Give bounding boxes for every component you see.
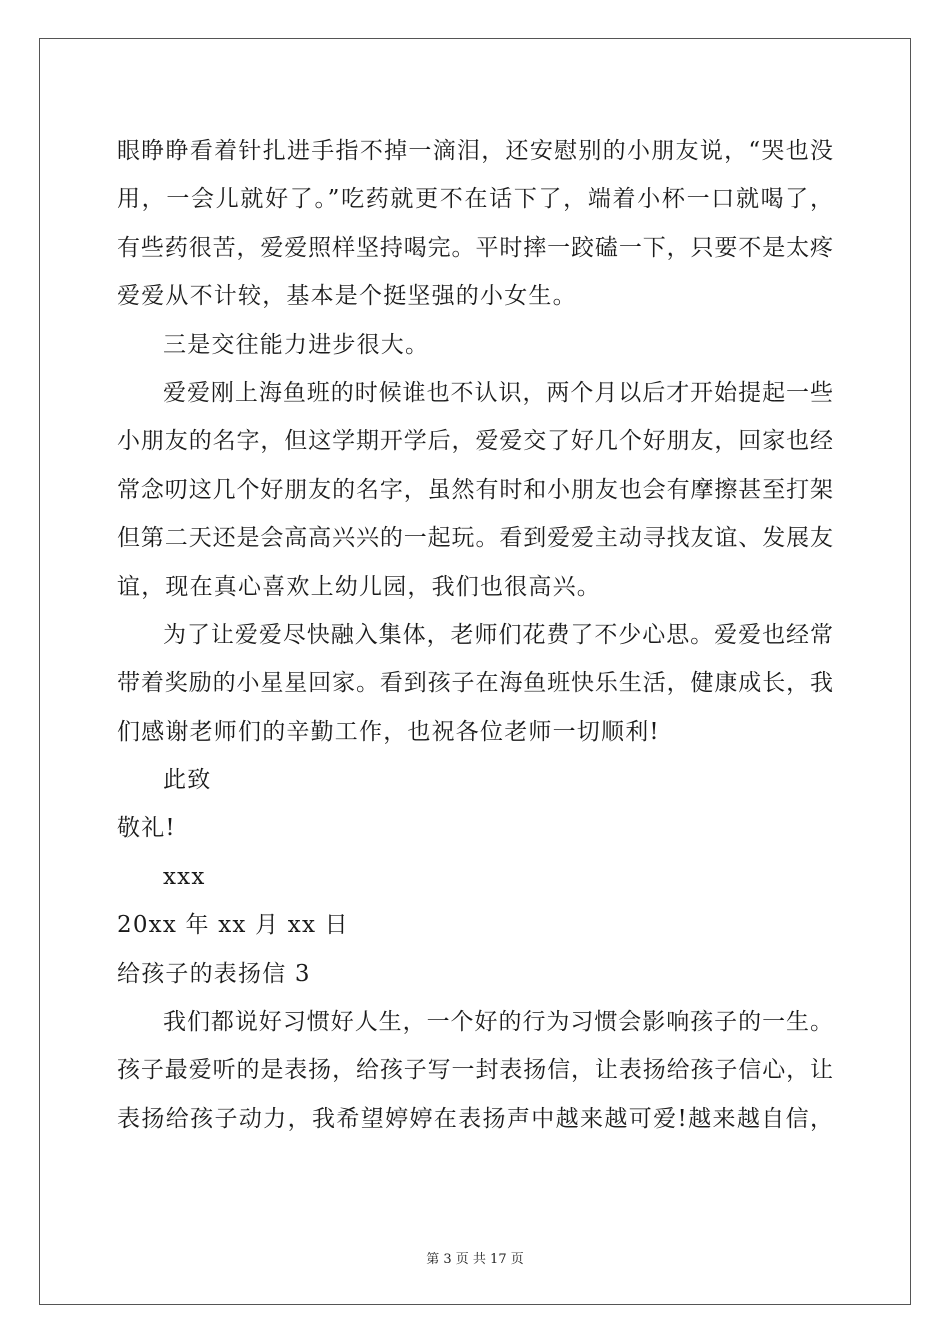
text-line: 我们都说好习惯好人生，一个好的行为习惯会影响孩子的一生。 xyxy=(163,1009,833,1036)
signature: xxx xyxy=(163,863,206,890)
text-line: 带着奖励的小星星回家。看到孩子在海鱼班快乐生活，健康成长，我 xyxy=(117,670,833,697)
section-heading: 三是交往能力进步很大。 xyxy=(163,331,430,358)
text-line: 孩子最爱听的是表扬，给孩子写一封表扬信，让表扬给孩子信心，让 xyxy=(117,1057,833,1084)
text-line: 爱爱从不计较，基本是个挺坚强的小女生。 xyxy=(117,283,577,310)
date-line: 20xx 年 xx 月 xx 日 xyxy=(117,912,349,939)
closing-regards: 敬礼! xyxy=(117,815,176,842)
text-line: 小朋友的名字，但这学期开学后，爱爱交了好几个好朋友，回家也经 xyxy=(117,428,833,455)
text-line: 们感谢老师们的辛勤工作，也祝各位老师一切顺利! xyxy=(117,718,660,745)
document-body xyxy=(117,127,833,1143)
letter-title: 给孩子的表扬信 3 xyxy=(117,960,311,987)
text-line: 有些药很苦，爱爱照样坚持喝完。平时摔一跤磕一下，只要不是太疼 xyxy=(117,234,833,261)
text-line: 爱爱刚上海鱼班的时候谁也不认识，两个月以后才开始提起一些 xyxy=(163,379,833,406)
text-line: 表扬给孩子动力，我希望婷婷在表扬声中越来越可爱!越来越自信， xyxy=(117,1105,833,1132)
text-line: 常念叨这几个好朋友的名字，虽然有时和小朋友也会有摩擦甚至打架 xyxy=(117,476,833,503)
text-line: 眼睁睁看着针扎进手指不掉一滴泪，还安慰别的小朋友说，“哭也没 xyxy=(117,138,833,164)
page-number: 第 3 页 共 17 页 xyxy=(426,1252,524,1267)
text-line: 谊，现在真心喜欢上幼儿园，我们也很高兴。 xyxy=(117,573,601,600)
text-line: 用，一会儿就好了。”吃药就更不在话下了，端着小杯一口就喝了， xyxy=(117,186,833,213)
text-line: 但第二天还是会高高兴兴的一起玩。看到爱爱主动寻找友谊、发展友 xyxy=(117,525,833,552)
closing-salutation: 此致 xyxy=(163,767,212,794)
text-line: 为了让爱爱尽快融入集体，老师们花费了不少心思。爱爱也经常 xyxy=(163,621,833,648)
